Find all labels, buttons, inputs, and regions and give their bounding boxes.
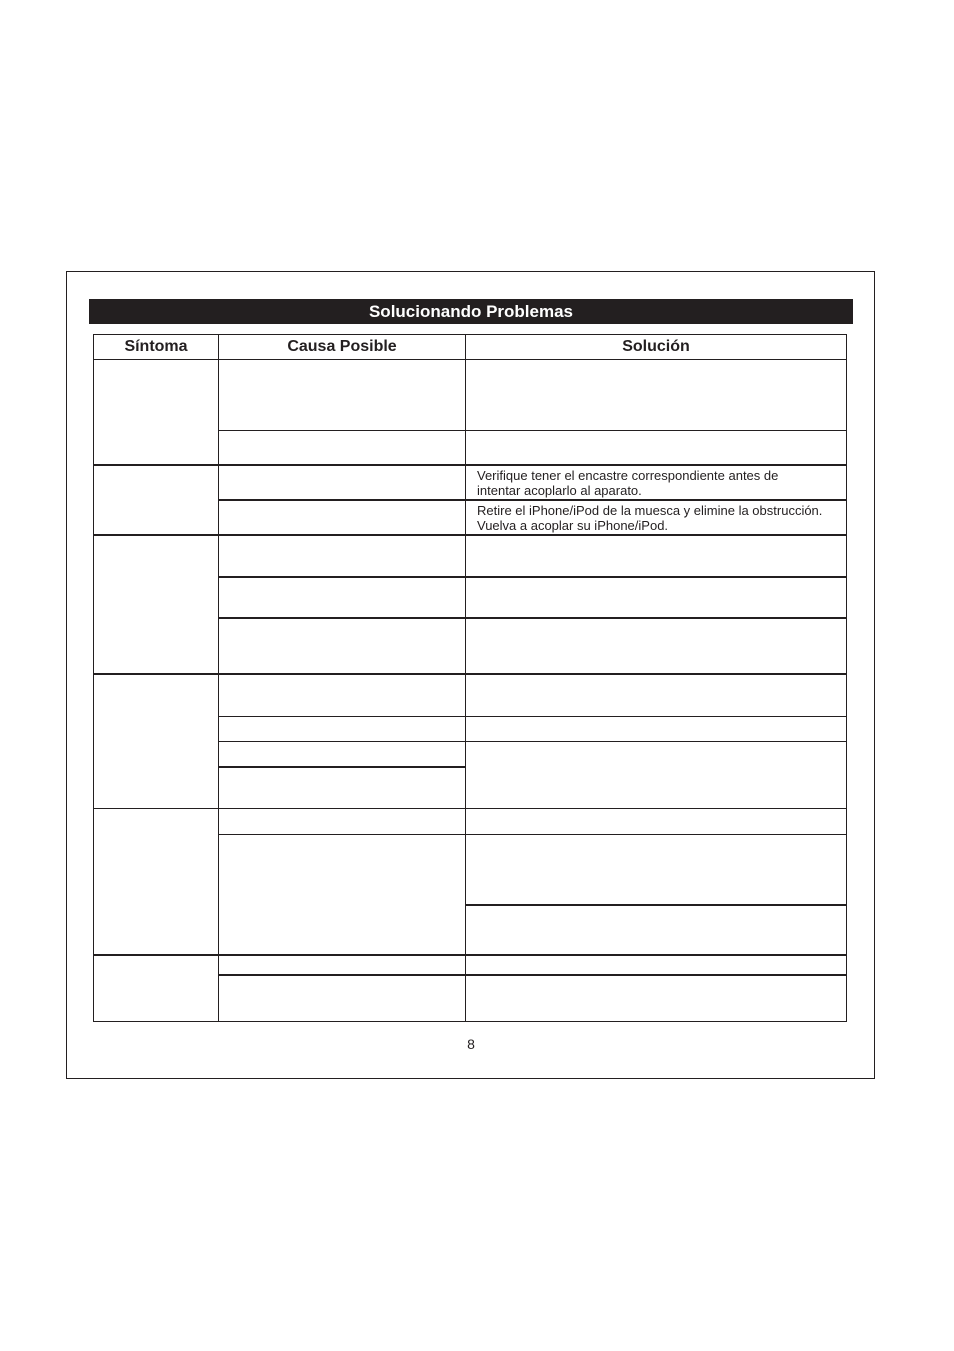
row-rule <box>218 766 466 768</box>
row-rule <box>218 617 847 619</box>
row-rule <box>218 499 847 501</box>
header-causa-posible: Causa Posible <box>287 338 397 355</box>
row-rule <box>218 741 847 742</box>
group-rule <box>93 534 847 536</box>
table-border-left <box>93 334 94 1022</box>
solution-text: Verifique tener el encastre correspondiente antes de intentar acoplarlo al aparato. <box>477 468 779 498</box>
group-rule <box>93 808 847 809</box>
group-rule <box>93 464 847 466</box>
row-rule <box>218 430 847 431</box>
column-divider-2 <box>465 334 466 1022</box>
group-rule <box>93 954 847 956</box>
row-rule <box>218 716 847 717</box>
header-solucion: Solución <box>622 338 690 355</box>
table-border-right <box>846 334 847 1022</box>
table-border-bottom <box>93 1021 847 1022</box>
solution-text: Retire el iPhone/iPod de la muesca y elimine la obstrucción. Vuelva a acoplar su iPhone/iPod. <box>477 503 823 533</box>
group-rule <box>93 673 847 675</box>
section-title: Solucionando Problemas <box>89 299 853 324</box>
header-sintoma: Síntoma <box>124 338 188 355</box>
header-rule <box>93 359 847 360</box>
page-number: 8 <box>467 1036 475 1052</box>
table-border-top <box>93 334 847 335</box>
row-rule <box>218 974 847 976</box>
page-frame <box>66 271 875 1079</box>
row-rule <box>465 904 847 906</box>
row-rule <box>218 576 847 578</box>
column-divider-1 <box>218 334 219 1022</box>
row-rule <box>218 834 847 835</box>
